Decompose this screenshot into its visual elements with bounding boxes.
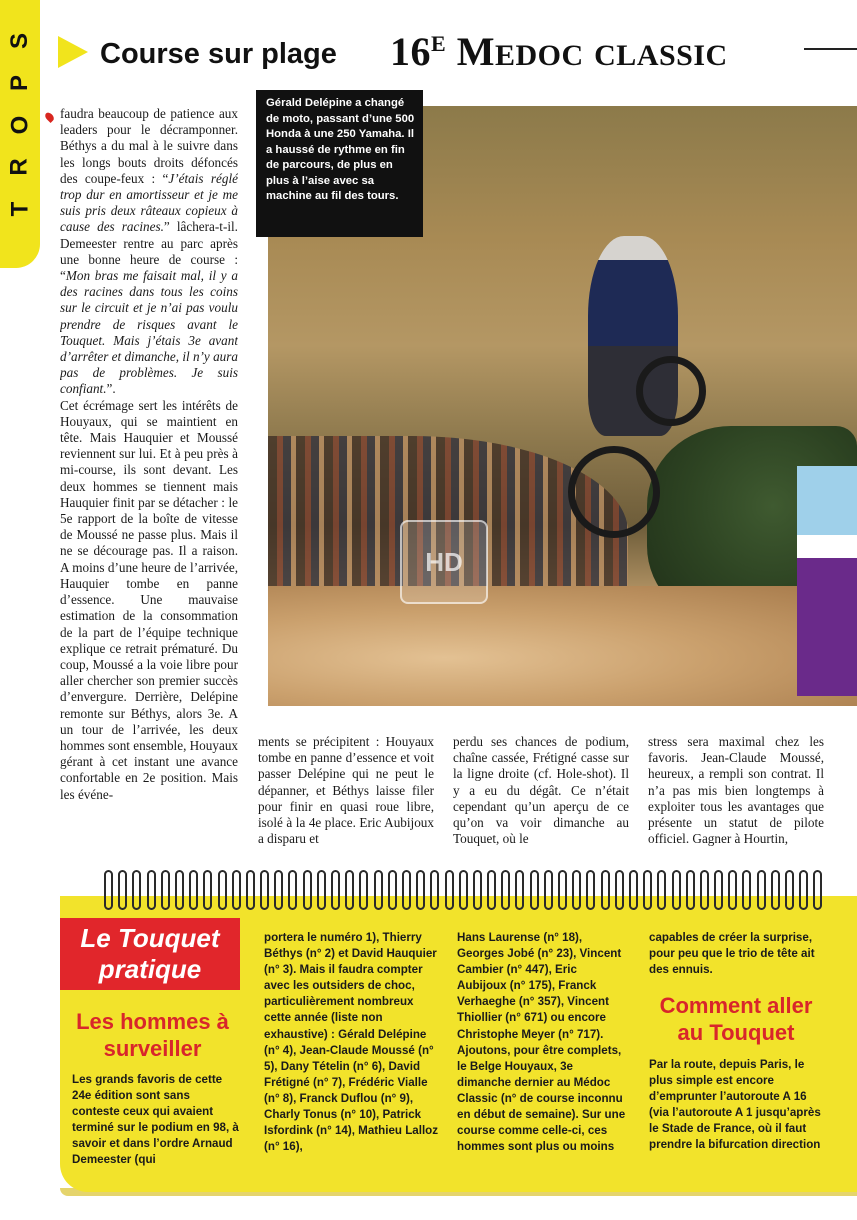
spiral-ring (629, 870, 638, 910)
box-subheading: Les hommes à surveiller (76, 1009, 229, 1061)
spiral-ring (700, 870, 709, 910)
spiral-ring (388, 870, 397, 910)
spiral-ring (558, 870, 567, 910)
title-number-suffix: E (431, 31, 447, 56)
section-letter: R (6, 158, 33, 176)
spiral-ring (203, 870, 212, 910)
spiral-ring (345, 870, 354, 910)
section-label (6, 20, 34, 230)
spiral-ring (430, 870, 439, 910)
spiral-ring (785, 870, 794, 910)
spiral-ring (147, 870, 156, 910)
spiral-ring (601, 870, 610, 910)
paragraph-bullet-icon (43, 111, 55, 123)
spiral-ring (218, 870, 227, 910)
spiral-ring (544, 870, 553, 910)
section-arrow-icon (58, 36, 88, 68)
spiral-ring (132, 870, 141, 910)
spiral-ring (402, 870, 411, 910)
spiral-ring (473, 870, 482, 910)
spiral-ring (374, 870, 383, 910)
page-title (390, 28, 728, 75)
spiral-ring (359, 870, 368, 910)
spiral-ring (416, 870, 425, 910)
spiral-ring (530, 870, 539, 910)
title-number: 16 (390, 29, 431, 74)
title-word-classic: CLASSIC (594, 39, 728, 72)
spiral-ring (586, 870, 595, 910)
article-quote: J’étais réglé trop dur en amortisseur et je me suis pris deux râteaux copieux à cause des racines. (60, 170, 238, 235)
spiral-ring (445, 870, 454, 910)
spiral-ring (459, 870, 468, 910)
spiral-ring (771, 870, 780, 910)
box-tag (60, 918, 240, 990)
title-rule (804, 48, 857, 50)
spiral-ring (657, 870, 666, 910)
photo-dune (268, 586, 857, 706)
box-tag-line: pratique (98, 954, 202, 984)
box-subheading: Comment aller au Touquet (659, 993, 813, 1045)
section-letter: O (5, 115, 33, 135)
spiral-ring (303, 870, 312, 910)
photo-wheel (636, 356, 706, 426)
title-word-initial: M (456, 29, 495, 74)
title-word-rest: EDOC (494, 39, 584, 72)
article-text: ” lâchera-t-il. Demeester rentre au parc après une bonne heure de course : “ (60, 219, 238, 284)
section-title: Course sur plage (100, 38, 337, 70)
spiral-ring (288, 870, 297, 910)
spiral-ring (118, 870, 127, 910)
spiral-ring (487, 870, 496, 910)
spiral-ring (799, 870, 808, 910)
box-tag-line: Le Touquet (80, 923, 220, 953)
box-text: portera le numéro 1), Thierry Béthys (n° 2) et David Hauquier (n° 3). Mais il faudra compter avec les outsiders de choc, particulièrement nombreux cette année (liste non exhaustive) : Gérald Delépine (n° 4), Jean-Claude Moussé (n° 5), Dany Tételin (n° 6), David Frétigné (n° 7), Frédéric Vialle (n° 8), Franck Duflou (n° 9), Charly Tonus (n° 10), Patrick Isfordink (n° 14), Mathieu Lalloz (n° 16), (264, 931, 439, 1154)
spiral-ring (515, 870, 524, 910)
section-letter: T (5, 201, 33, 217)
article-column-3: perdu ses chances de podium, chaîne cassée, Frétigné casse sur la ligne droite (cf. Hole-shot). Il y a eu du dégât. Ce n’était cependant qu’un aperçu de ce qu’on va voir dimanche au Touquet, où le (453, 734, 629, 847)
spiral-ring (232, 870, 241, 910)
spiral-ring (728, 870, 737, 910)
spiral-ring (643, 870, 652, 910)
watermark-logo-icon: HD (400, 520, 488, 604)
spiral-ring (686, 870, 695, 910)
box-text: Par la route, depuis Paris, le plus simple est encore d’emprunter l’autoroute A 16 (via l’autoroute A 1 jusqu’après le Stade de France, où il faut prendre la bifurcation direction (649, 1058, 821, 1152)
spiral-ring (331, 870, 340, 910)
spiral-ring (672, 870, 681, 910)
spiral-ring (189, 870, 198, 910)
article-text: ”. (106, 381, 116, 397)
photo-wheel (568, 446, 660, 538)
article-paragraph: Cet écrémage sert les intérêts de Houyaux, qui se maintient en tête. Mais Hauquier et Moussé reviennent sur lui. Et à peu près à mi-course, ils sont devant. Les deux hommes se tiennent mais Hauquier finit par se détacher : le 5e rapport de la boîte de vitesse de Moussé ne passe plus. Mais il ne se décourage pas. Il a raison. A moins d’une heure de l’arrivée, Hauquier tombe en panne d’essence. Une mauvaise estimation de la consommation de la part de l’équipe technique explique ce retrait prématuré. Du coup, Moussé a la voie libre pour aller chercher son premier succès d’envergure. Derrière, Delépine remonte sur Béthys, alors 3e. A un tour de l’arrivée, les deux hommes sont ensemble, Houyaux gérant à cet instant une avance confortable en 2e position. Mais les événe- (60, 397, 238, 802)
spiral-ring (813, 870, 822, 910)
section-letter: S (5, 32, 33, 50)
article-column-4: stress sera maximal chez les favoris. Jean-Claude Moussé, heureux, a rempli son contrat. Il n’a pas mis bien longtemps à exploiter tous les avantages que présente un statut de pilote officiel. Gagner à Hourtin, (648, 734, 824, 847)
spiral-ring (757, 870, 766, 910)
spiral-ring (104, 870, 113, 910)
spiral-ring (742, 870, 751, 910)
box-text: Les grands favoris de cette 24e édition sont sans conteste ceux qui avaient terminé sur le podium en 98, à savoir et dans l’ordre Arnaud Demeester (qui (72, 1073, 239, 1167)
sport-section-tab (0, 0, 40, 268)
photo-caption: Gérald Delépine a changé de moto, passant d’une 500 Honda à une 250 Yamaha. Il a haussé de rythme en fin de parcours, de plus en plus à l’aise avec sa machine au fil des tours. (256, 90, 423, 237)
spiral-ring (572, 870, 581, 910)
article-paragraph (60, 106, 238, 398)
section-letter: P (5, 74, 33, 92)
spiral-ring (246, 870, 255, 910)
spiral-ring (274, 870, 283, 910)
spiral-ring (161, 870, 170, 910)
spiral-ring (501, 870, 510, 910)
photo-banner (797, 466, 857, 696)
article-text: faudra beaucoup de patience aux leaders pour le décramponner. Béthys a du mal à le suivre dans les longs bouts droits défoncés des coupe-feux : “ (60, 106, 238, 186)
spiral-ring (175, 870, 184, 910)
article-column-left (60, 106, 238, 846)
article-quote: Mon bras me faisait mal, il y a des racines dans tous les coins sur le circuit et je n’ai pas voulu prendre de risques avant le Touquet. Mais j’étais 3e avant d’arrêter et dimanche, il n’y aura pas de problèmes. Je suis confiant. (60, 268, 238, 397)
spiral-binding-icon (104, 870, 857, 916)
spiral-ring (714, 870, 723, 910)
box-text: Hans Laurense (n° 18), Georges Jobé (n° 23), Vincent Cambier (n° 447), Eric Aubijoux (n° 175), Franck Verhaeghe (n° 357), Vincent Thiollier (n° 671) ou encore Christophe Meyer (n° 717). Ajoutons, pour être complets, le Belge Houyaux, 3e dimanche dernier au Médoc Classic (n° de course inconnu en début de semaine). Sur une course comme celle-ci, ces hommes sont plus ou moins (457, 931, 626, 1154)
spiral-ring (317, 870, 326, 910)
box-text: capables de créer la surprise, pour peu que le trio de tête ait des ennuis. (649, 931, 815, 977)
spiral-ring (615, 870, 624, 910)
article-column-2: ments se précipitent : Houyaux tombe en panne d’essence et voit passer Delépine qui ne peut le dépanner, et Béthys laisse filer pour finir en quasi roue libre, isolé à la 4e place. Eric Aubijoux a disparu et (258, 734, 434, 847)
spiral-ring (260, 870, 269, 910)
